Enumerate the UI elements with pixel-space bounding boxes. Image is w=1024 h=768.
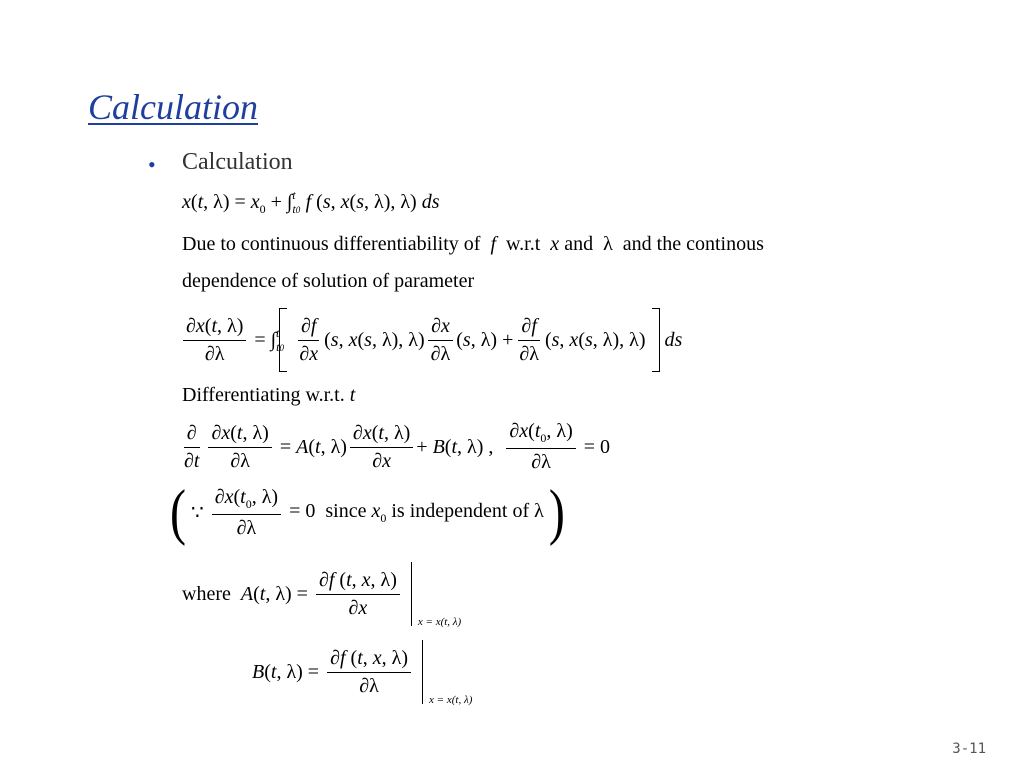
slide-number: 3-11 bbox=[952, 741, 986, 757]
slide-title: Calculation bbox=[88, 87, 258, 127]
differentiating-label: Differentiating w.r.t. t bbox=[182, 384, 356, 406]
integral-equation: x(t, $\lambda) = x_0 + \int_{t0}^t$ f (s, x(s, λ), λ) ds bbox=[182, 188, 440, 216]
bullet-heading: Calculation bbox=[182, 149, 293, 175]
initial-condition-note: ( ∵ $\frac{\partial x(t_0, \lambda)}{\partial\lambda}$ = 0 since $x_0$ is independent of λ ) bbox=[170, 478, 565, 547]
sensitivity-integral-equation: $\frac{\partial x(t, \lambda)}{\partial\lambda}$ = $\int_{t0}^t$ $\frac{\partial f}{\partial x}$ (s, x(s, λ), λ) $\frac{\partial x}{\partial\lambda}$ (s, λ) + $\frac{\partial f}{\partial\lambda}$ (s, x(s, λ), λ) ds bbox=[180, 308, 682, 372]
continuity-statement-2: dependence of solution of parameter bbox=[182, 270, 475, 292]
bullet-marker: • bbox=[148, 152, 156, 177]
definition-A: where A(t, λ) = $\frac{\partial f (t, x, \lambda)}{\partial x}$ x = x(t, λ) bbox=[182, 562, 412, 626]
definition-B: B(t, λ) = $\frac{\partial f (t, x, \lambda)}{\partial\lambda}$ x = x(t, λ) bbox=[252, 640, 423, 704]
continuity-statement: Due to continuous differentiability of f w.r.t x and λ and the continous bbox=[182, 233, 764, 255]
variational-equation: $\frac{\partial}{\partial t}$ $\frac{\partial x(t, \lambda)}{\partial\lambda}$ = A(t, λ) $\frac{\partial x(t, \lambda)}{\partial x}$ + B(t, λ) , $\frac{\partial x(t_0, \lambda)}{\partial\lambda}$ = 0 bbox=[184, 420, 611, 473]
